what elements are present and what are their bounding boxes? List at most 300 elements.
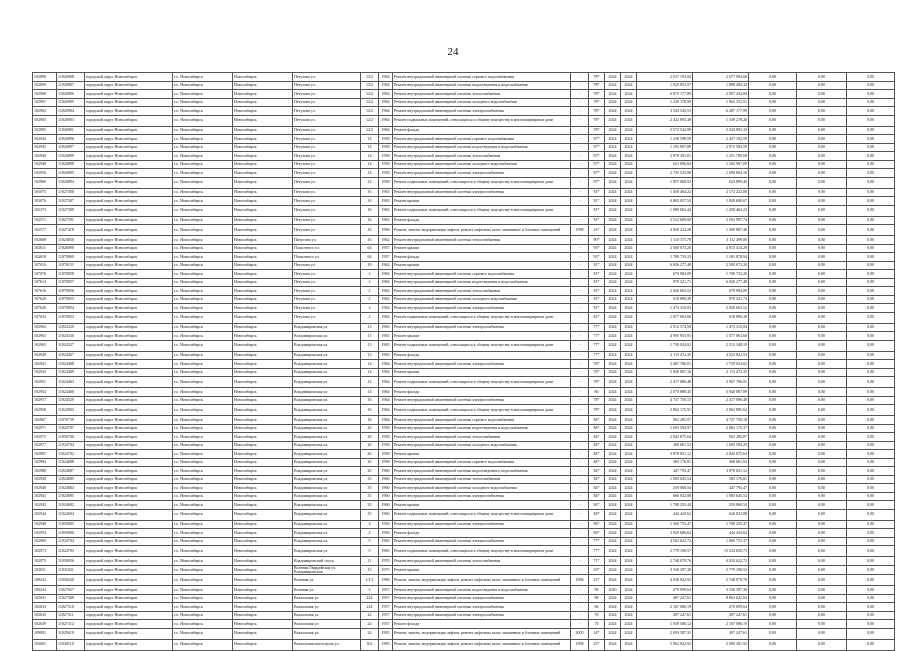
table-cell: 77*: [589, 546, 605, 557]
table-cell: 2024: [621, 467, 637, 476]
table-cell: Петухова ул.: [293, 143, 361, 152]
table-cell: 2 842 875,64: [637, 433, 693, 442]
table-cell: 84*: [589, 458, 605, 467]
table-cell: Новосибирск: [233, 188, 293, 197]
table-cell: 1964: [379, 377, 393, 388]
table-cell: Ремонт внутридомовой инженерной системы холодного водоснабжения: [393, 98, 571, 107]
table-cell: 99: [589, 586, 605, 595]
table-cell: 11026907: [57, 81, 85, 90]
table-cell: 0,00: [797, 520, 847, 529]
table-cell: -: [571, 253, 589, 262]
table-cell: Владимировская ул.: [293, 467, 361, 476]
table-cell: г.о. Новосибирск: [173, 611, 233, 620]
table-cell: 102941: [33, 360, 57, 369]
table-cell: 0,00: [847, 520, 895, 529]
table-cell: городской округ Новосибирск: [85, 332, 173, 341]
table-cell: городской округ Новосибирск: [85, 205, 173, 216]
table-cell: 11030110: [57, 639, 85, 650]
table-cell: 0,00: [749, 253, 797, 262]
table-cell: 2024: [621, 340, 637, 351]
table-cell: 11027657: [57, 586, 85, 595]
table-cell: 2024: [605, 98, 621, 107]
table-cell: Владимировская ул.: [293, 520, 361, 529]
table-row: [33, 143, 895, 152]
table-cell: Ремонт внутридомовой инженерной системы холодного водоснабжения: [393, 441, 571, 450]
table-cell: 0,00: [749, 424, 797, 433]
table-cell: Новосибирск: [233, 396, 293, 405]
table-cell: 78*: [589, 107, 605, 116]
table-cell: городской округ Новосибирск: [85, 396, 173, 405]
table-cell: 2 677 984,68: [693, 73, 749, 82]
table-cell: Новосибирск: [233, 323, 293, 332]
table-cell: 0,00: [847, 529, 895, 538]
table-cell: 103001: [33, 639, 57, 650]
table-cell: 0,00: [749, 594, 797, 603]
table-cell: 11027310: [57, 603, 85, 612]
table-cell: 2024: [621, 135, 637, 144]
table-cell: -: [571, 475, 589, 484]
table-cell: городской округ Новосибирск: [85, 628, 173, 639]
table-cell: 2 748 079,76: [637, 557, 693, 566]
table-cell: г.о. Новосибирск: [173, 557, 233, 566]
table-cell: 2024: [621, 594, 637, 603]
table-cell: 87*: [589, 135, 605, 144]
table-cell: г.о. Новосибирск: [173, 160, 233, 169]
table-cell: 0,00: [797, 126, 847, 135]
table-cell: 0,00: [847, 557, 895, 566]
table-cell: 2024: [605, 81, 621, 90]
table-row: [33, 270, 895, 279]
table-cell: Ремонт внутридомовой инженерной системы холодного водоснабжения: [393, 295, 571, 304]
table-cell: г.о. Новосибирск: [173, 287, 233, 296]
table-cell: 279 099,64: [637, 586, 693, 595]
table-cell: Новосибирск: [233, 98, 293, 107]
table-cell: 2024: [605, 396, 621, 405]
table-cell: 2024: [605, 458, 621, 467]
table-cell: 3: [361, 586, 379, 595]
table-cell: 497 247,61: [693, 628, 749, 639]
table-cell: 102902: [33, 107, 57, 116]
table-cell: 2024: [621, 278, 637, 287]
table-cell: -: [571, 458, 589, 467]
table-cell: 497 247,61: [637, 611, 693, 620]
table-cell: 2024: [605, 520, 621, 529]
table-cell: 0,00: [847, 537, 895, 546]
table-cell: Ремонт внутридомовой инженерной системы холодного водоснабжения: [393, 484, 571, 493]
table-cell: 2024: [605, 557, 621, 566]
table-cell: Новосибирск: [233, 278, 293, 287]
table-cell: Владимировская ул.: [293, 537, 361, 546]
table-cell: 84*: [589, 467, 605, 476]
table-cell: Петухова ул.: [293, 107, 361, 116]
table-cell: 102944: [33, 509, 57, 520]
table-cell: г.о. Новосибирск: [173, 126, 233, 135]
table-cell: 0,00: [847, 611, 895, 620]
table-row: [33, 565, 895, 575]
table-cell: Ремонт фасада: [393, 388, 571, 397]
table-cell: 0,00: [749, 450, 797, 459]
table-cell: Военная ул.: [293, 586, 361, 595]
table-cell: 3 407 706,01: [637, 360, 693, 369]
table-cell: 618 890,39: [693, 312, 749, 323]
table-cell: Новосибирск: [233, 368, 293, 377]
table-cell: Новосибирск: [233, 107, 293, 116]
table-cell: -: [571, 529, 589, 538]
table-cell: г.о. Новосибирск: [173, 98, 233, 107]
table-cell: 11026898: [57, 160, 85, 169]
table-cell: 2024: [605, 441, 621, 450]
table-cell: городской округ Новосибирск: [85, 603, 173, 612]
table-cell: 1958: [379, 424, 393, 433]
table-cell: 1 181 878,94: [693, 253, 749, 262]
table-cell: 2024: [621, 98, 637, 107]
table-cell: Ремонт фасада: [393, 351, 571, 360]
table-cell: 0,00: [797, 197, 847, 206]
table-cell: 0,00: [797, 253, 847, 262]
table-cell: 20: [361, 433, 379, 442]
table-cell: 4 737 750,15: [637, 396, 693, 405]
table-cell: 383 176,81: [637, 458, 693, 467]
table-cell: 16: [361, 405, 379, 416]
table-cell: 2024: [621, 586, 637, 595]
table-cell: Вокзальная ул.: [293, 594, 361, 603]
table-cell: 11070151: [57, 261, 85, 270]
table-cell: 1964: [379, 73, 393, 82]
table-cell: 102899: [33, 81, 57, 90]
table-cell: 1 083 645,54: [637, 475, 693, 484]
table-cell: 81*: [589, 312, 605, 323]
table-cell: -: [571, 450, 589, 459]
table-cell: городской округ Новосибирск: [85, 594, 173, 603]
table-cell: 102905: [33, 126, 57, 135]
table-cell: Ремонт внутридомовой инженерной системы горячего водоснабжения: [393, 270, 571, 279]
table-cell: 102633: [33, 603, 57, 612]
table-cell: 11026906: [57, 90, 85, 99]
table-cell: 2024: [621, 216, 637, 225]
table-row: [33, 424, 895, 433]
table-cell: 2024: [605, 537, 621, 546]
table-cell: 0,00: [797, 586, 847, 595]
table-cell: 14: [361, 368, 379, 377]
table-cell: 5 962 822,92: [637, 639, 693, 650]
table-cell: 0,00: [847, 501, 895, 510]
table-row: [33, 81, 895, 90]
table-cell: 0,00: [847, 332, 895, 341]
table-cell: 0,00: [847, 603, 895, 612]
table-cell: городской округ Новосибирск: [85, 586, 173, 595]
table-cell: 102948: [33, 160, 57, 169]
table-cell: 11024330: [57, 332, 85, 341]
table-cell: 0,00: [847, 312, 895, 323]
table-cell: 2024: [621, 270, 637, 279]
table-cell: 2024: [621, 295, 637, 304]
table-cell: Ремонт подвальных помещений, относящихся к общему имуществу в многоквартирном доме: [393, 340, 571, 351]
table-cell: 5 840 087,16: [637, 368, 693, 377]
table-cell: 2 842 875,64: [693, 450, 749, 459]
table-cell: 0,00: [749, 188, 797, 197]
table-cell: 626 032,88: [693, 509, 749, 520]
table-cell: Новосибирск: [233, 244, 293, 253]
table-cell: 0,00: [847, 351, 895, 360]
table-cell: 2024: [621, 107, 637, 116]
table-cell: 0,00: [847, 492, 895, 501]
table-cell: 2024: [605, 253, 621, 262]
table-cell: 0,00: [847, 396, 895, 405]
table-cell: Новосибирск: [233, 575, 293, 586]
table-cell: Новосибирск: [233, 253, 293, 262]
table-row: [33, 450, 895, 459]
table-cell: 35: [361, 484, 379, 493]
table-cell: 0,00: [749, 377, 797, 388]
table-row: [33, 253, 895, 262]
table-cell: г.о. Новосибирск: [173, 90, 233, 99]
table-cell: городской округ Новосибирск: [85, 450, 173, 459]
table-cell: 2024: [621, 261, 637, 270]
table-cell: 2024: [605, 377, 621, 388]
table-cell: 0,00: [797, 143, 847, 152]
table-cell: 2024: [605, 304, 621, 313]
table-cell: 11050006: [57, 529, 85, 538]
table-cell: 1 700 733,33: [637, 253, 693, 262]
table-cell: городской округ Новосибирск: [85, 388, 173, 397]
table-cell: 84*: [589, 424, 605, 433]
table-cell: 0,00: [749, 135, 797, 144]
table-cell: Владимировская ул.: [293, 323, 361, 332]
table-cell: 2: [361, 287, 379, 296]
table-cell: 1962: [379, 278, 393, 287]
table-cell: городской округ Новосибирск: [85, 433, 173, 442]
table-cell: 0,00: [847, 90, 895, 99]
table-cell: г.о. Новосибирск: [173, 520, 233, 529]
table-cell: 102963: [33, 332, 57, 341]
table-cell: 0,00: [749, 416, 797, 425]
table-cell: Новосибирск: [233, 126, 293, 135]
table-cell: городской округ Новосибирск: [85, 416, 173, 425]
table-cell: 3 092 987,74: [693, 216, 749, 225]
table-cell: 0,00: [797, 628, 847, 639]
table-cell: -: [571, 416, 589, 425]
table-cell: 102954: [33, 388, 57, 397]
table-cell: 11024704: [57, 537, 85, 546]
table-cell: Владимировская ул.: [293, 529, 361, 538]
table-row: [33, 416, 895, 425]
table-cell: 2024: [605, 433, 621, 442]
table-cell: Новосибирск: [233, 405, 293, 416]
table-cell: 0,00: [847, 620, 895, 629]
table-cell: г.о. Новосибирск: [173, 323, 233, 332]
table-cell: 102960: [33, 177, 57, 188]
table-cell: -: [571, 441, 589, 450]
table-cell: г.о. Новосибирск: [173, 351, 233, 360]
table-cell: 11027312: [57, 620, 85, 629]
table-cell: г.о. Новосибирск: [173, 188, 233, 197]
table-cell: 2024: [605, 546, 621, 557]
table-cell: 0,00: [749, 611, 797, 620]
table-cell: Ремонт внутридомовой инженерной системы водоотведения и водоснабжения: [393, 467, 571, 476]
table-cell: 1 238 598,59: [637, 135, 693, 144]
table-cell: г.о. Новосибирск: [173, 197, 233, 206]
table-cell: 2024: [621, 484, 637, 493]
table-cell: Ремонт фасада: [393, 126, 571, 135]
table-cell: городской округ Новосибирск: [85, 467, 173, 476]
table-cell: 19: [361, 261, 379, 270]
table-cell: 0,00: [749, 509, 797, 520]
table-cell: 0,00: [797, 484, 847, 493]
table-cell: городской округ Новосибирск: [85, 73, 173, 82]
table-cell: 0,00: [847, 323, 895, 332]
table-cell: г.о. Новосибирск: [173, 135, 233, 144]
table-cell: 4 905 953,91: [637, 332, 693, 341]
table-cell: 2: [361, 278, 379, 287]
table-cell: 11024468: [57, 360, 85, 369]
table-cell: 2024: [621, 416, 637, 425]
table-cell: г.о. Новосибирск: [173, 501, 233, 510]
table-cell: 902 285,97: [637, 416, 693, 425]
table-cell: г.о. Новосибирск: [173, 360, 233, 369]
table-cell: Новосибирск: [233, 236, 293, 245]
table-cell: 2024: [621, 424, 637, 433]
table-cell: 0,00: [797, 270, 847, 279]
table-cell: 2024: [605, 244, 621, 253]
table-cell: 0,00: [749, 177, 797, 188]
table-cell: 78*: [589, 405, 605, 416]
table-cell: 2024: [605, 90, 621, 99]
table-cell: 2024: [621, 388, 637, 397]
table-cell: 4 828 414,28: [637, 225, 693, 236]
table-cell: 1 239 178,90: [637, 98, 693, 107]
table-cell: 0,00: [847, 360, 895, 369]
table-cell: Ремонт, замена, модернизация лифтов, ремонт лифтовых шахт, машинных и блочных помещений: [393, 628, 571, 639]
table-cell: 88: [589, 594, 605, 603]
table-cell: 4 802 057,54: [637, 197, 693, 206]
table-cell: 6 287 177,99: [693, 107, 749, 116]
table-cell: г.о. Новосибирск: [173, 424, 233, 433]
table-cell: Петухова ул.: [293, 98, 361, 107]
table-cell: 102962: [33, 323, 57, 332]
table-cell: Новосибирск: [233, 416, 293, 425]
table-cell: -: [571, 244, 589, 253]
table-row: [33, 537, 895, 546]
table-cell: -: [571, 278, 589, 287]
table-cell: г.о. Новосибирск: [173, 236, 233, 245]
table-cell: 102984: [33, 458, 57, 467]
table-cell: 77*: [589, 340, 605, 351]
table-cell: Петухова ул.: [293, 73, 361, 82]
table-cell: Петухова ул.: [293, 197, 361, 206]
table-cell: 0,00: [797, 501, 847, 510]
table-cell: 1996: [571, 575, 589, 586]
table-row: [33, 244, 895, 253]
table-cell: 0,00: [797, 98, 847, 107]
table-cell: Петухова ул.: [293, 115, 361, 126]
table-cell: 2024: [621, 509, 637, 520]
table-cell: 0,00: [847, 594, 895, 603]
table-cell: 2 748 079,76: [693, 575, 749, 586]
table-cell: г.о. Новосибирск: [173, 537, 233, 546]
table-cell: 0,00: [749, 467, 797, 476]
table-cell: 102981: [33, 450, 57, 459]
table-cell: 109891: [33, 628, 57, 639]
table-cell: 14: [361, 360, 379, 369]
table-cell: 0,00: [847, 188, 895, 197]
table-cell: Ремонт внутридомовой инженерной системы электроснабжения: [393, 304, 571, 313]
table-cell: 1964: [379, 81, 393, 90]
table-cell: 6 875 177,89: [637, 90, 693, 99]
table-cell: 0,00: [797, 416, 847, 425]
table-row: [33, 188, 895, 197]
table-cell: г.о. Новосибирск: [173, 575, 233, 586]
table-cell: городской округ Новосибирск: [85, 152, 173, 161]
table-cell: г.о. Новосибирск: [173, 295, 233, 304]
table-cell: 2024: [621, 396, 637, 405]
table-cell: Ремонт внутридомовой инженерной системы горячего водоснабжения: [393, 73, 571, 82]
table-cell: 0,00: [749, 557, 797, 566]
table-cell: 621 086,84: [637, 160, 693, 169]
table-cell: 468 661,92: [693, 458, 749, 467]
table-cell: 2024: [621, 160, 637, 169]
table-cell: г.о. Новосибирск: [173, 450, 233, 459]
table-cell: городской округ Новосибирск: [85, 270, 173, 279]
table-cell: -: [571, 197, 589, 206]
table-cell: 618 890,39: [637, 295, 693, 304]
table-cell: 11027418: [57, 225, 85, 236]
table-cell: 2024: [605, 450, 621, 459]
table-cell: Новосибирск: [233, 177, 293, 188]
table-cell: -: [571, 304, 589, 313]
table-cell: Новосибирск: [233, 351, 293, 360]
table-cell: 383 176,81: [693, 475, 749, 484]
table-cell: 0,00: [797, 492, 847, 501]
table-cell: 107616: [33, 287, 57, 296]
table-cell: -: [571, 509, 589, 520]
table-cell: 2024: [621, 152, 637, 161]
table-cell: 4 036 822,92: [637, 575, 693, 586]
table-cell: 12/2: [361, 115, 379, 126]
table-cell: 224: [361, 594, 379, 603]
table-cell: г.о. Новосибирск: [173, 475, 233, 484]
table-cell: 2 543 893,33: [693, 126, 749, 135]
table-cell: 0,00: [797, 261, 847, 270]
table-cell: 8 063 622,92: [693, 594, 749, 603]
table-cell: 1956: [379, 529, 393, 538]
table-cell: городской округ Новосибирск: [85, 98, 173, 107]
table-cell: 1962: [379, 261, 393, 270]
table-row: [33, 620, 895, 629]
table-cell: 2024: [605, 312, 621, 323]
table-cell: 1964: [379, 98, 393, 107]
table-cell: 2 167 086,19: [637, 603, 693, 612]
table-cell: 0,00: [797, 244, 847, 253]
table-cell: 2 073 888,45: [637, 388, 693, 397]
table-cell: 2024: [605, 216, 621, 225]
table-cell: 0,00: [847, 405, 895, 416]
table-cell: Ремонт крыши: [393, 565, 571, 575]
table-cell: 3 536 397,38: [637, 565, 693, 575]
table-cell: Вокзальная магистраль ул.: [293, 639, 361, 650]
table-cell: 87*: [589, 177, 605, 188]
table-cell: г.о. Новосибирск: [173, 304, 233, 313]
table-cell: 0,00: [749, 115, 797, 126]
table-cell: 0,00: [797, 603, 847, 612]
table-cell: Ремонт внутридомовой инженерной системы электроснабжения: [393, 537, 571, 546]
table-cell: г.о. Новосибирск: [173, 603, 233, 612]
table-cell: -: [571, 484, 589, 493]
table-cell: -: [571, 467, 589, 476]
table-row: [33, 205, 895, 216]
table-cell: 2024: [621, 546, 637, 557]
table-cell: 107632: [33, 312, 57, 323]
table-cell: 2024: [605, 126, 621, 135]
